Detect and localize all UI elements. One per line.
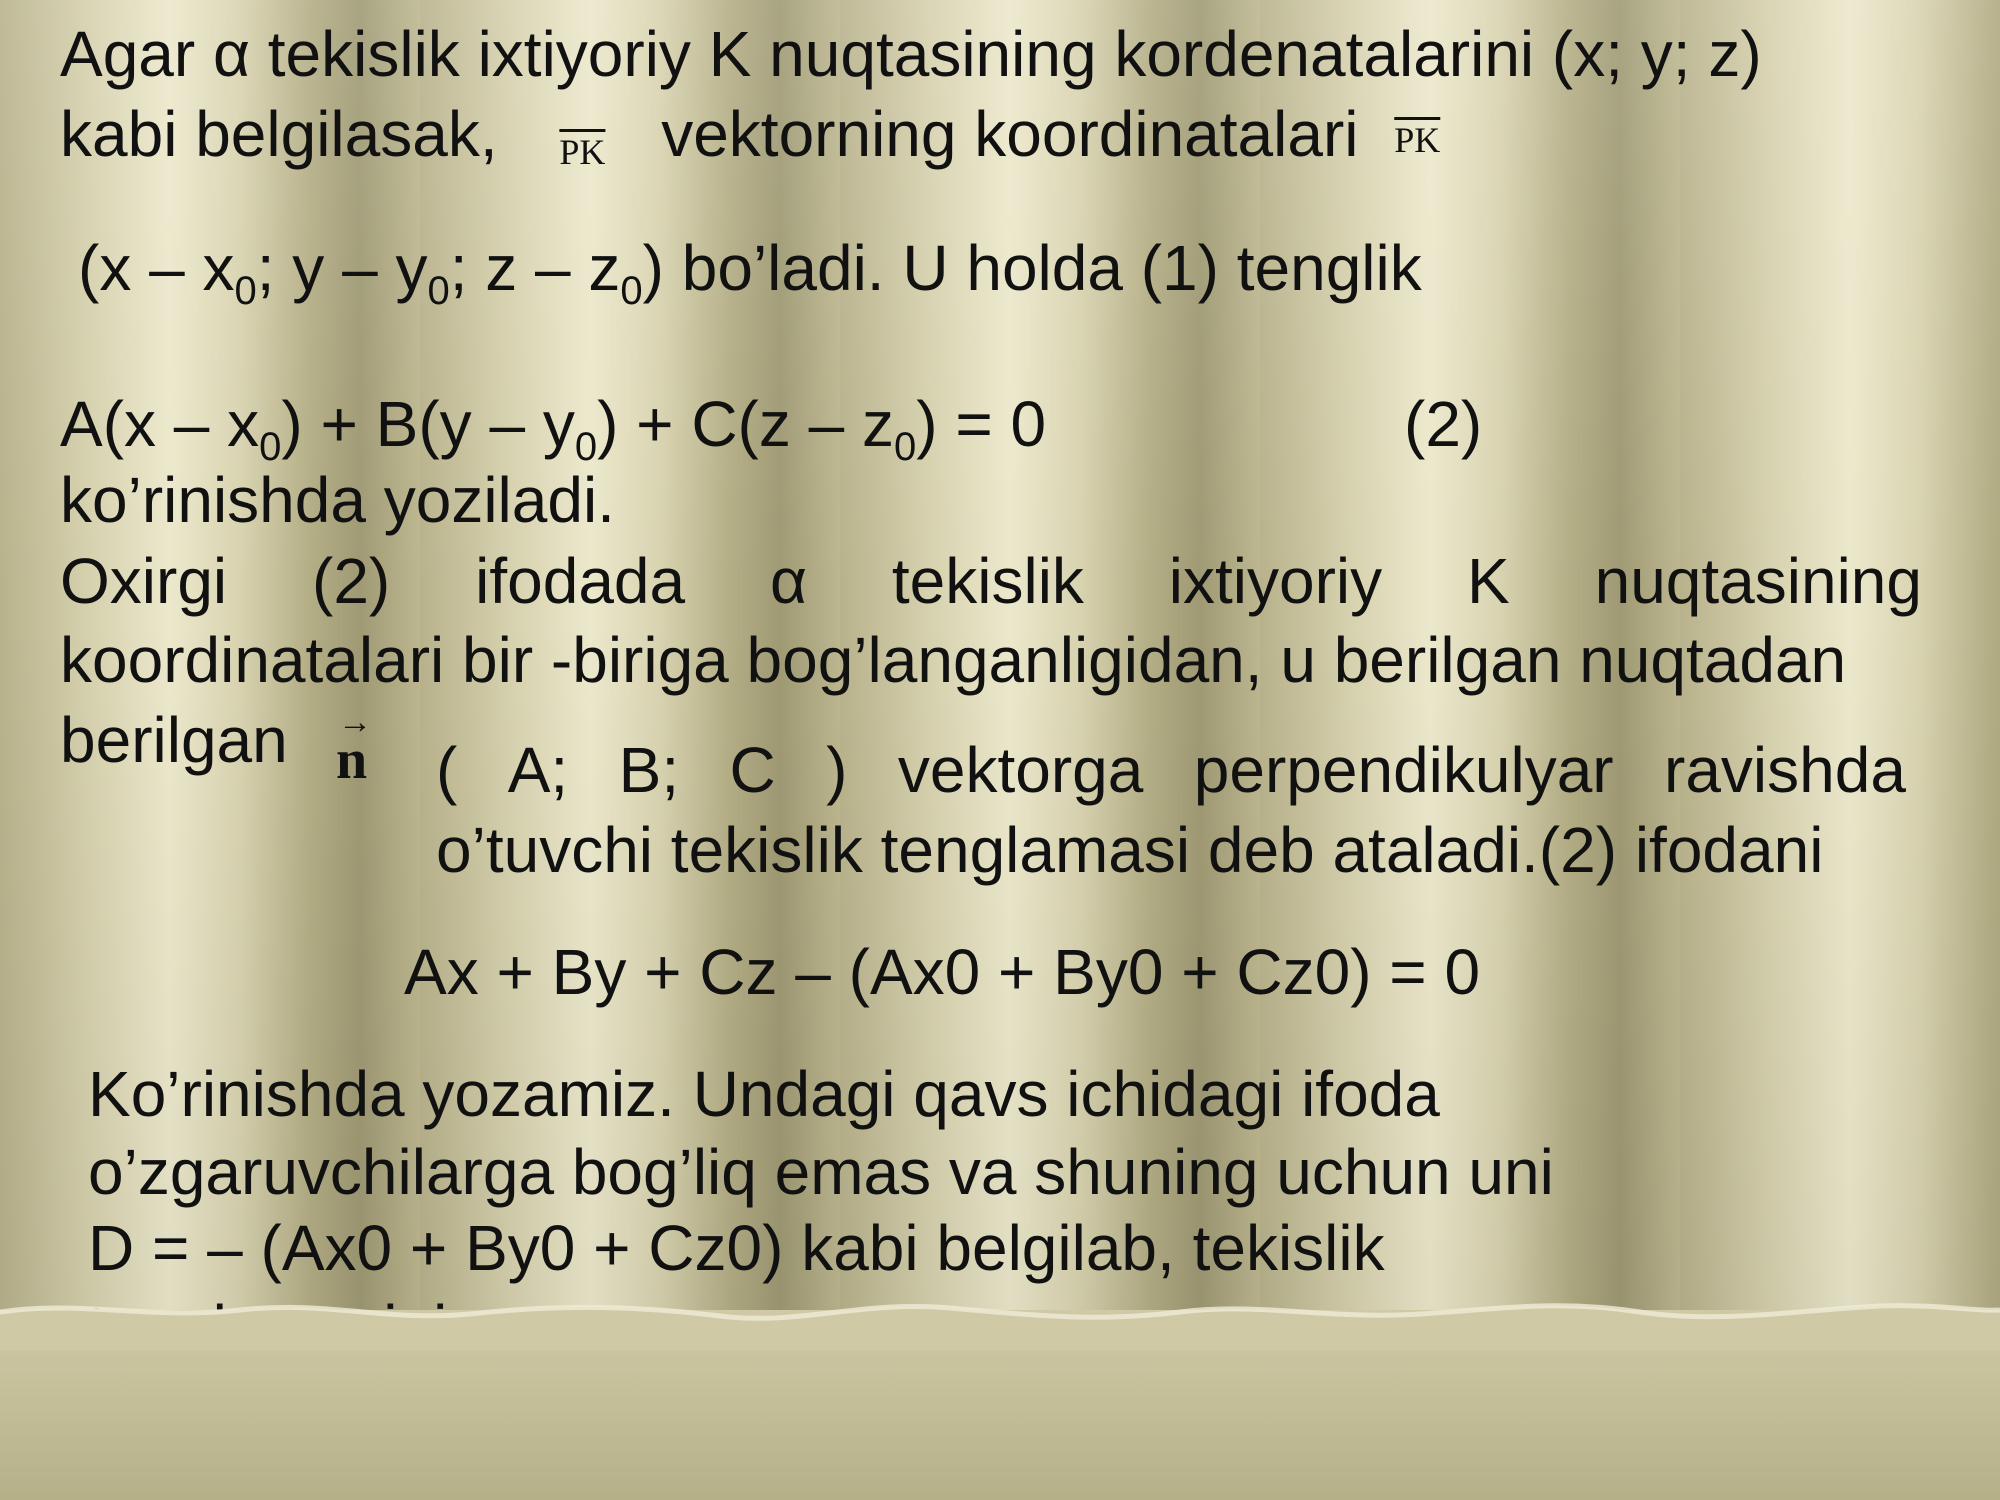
vector-n-letter: n (336, 729, 368, 791)
eq2-part-b: ) + B(y – y (281, 388, 575, 460)
curtain-floor (0, 1310, 2000, 1500)
eq2-part-c: ) + C(z – z (597, 388, 894, 460)
word: ( (436, 734, 458, 806)
text-line-8b (436, 734, 1906, 806)
text-line-7: koordinatalari bir -biriga bog’langanligidan, u berilgan nuqtadan (60, 624, 1847, 696)
vector-n (336, 704, 372, 791)
eq2-part-a: A(x – x (60, 388, 260, 460)
word: ) (826, 734, 848, 806)
word: ravishda (1664, 734, 1906, 806)
paragraph-line-1: Ko’rinishda yozamiz. Undagi qavs ichidagi ifoda (88, 1058, 1440, 1130)
vector-arrow-icon: → (338, 704, 372, 741)
text-line-2a: kabi belgilasak, (60, 98, 498, 170)
equation-3: Ax + By + Cz – (Ax0 + By0 + Cz0) = 0 (404, 936, 1481, 1008)
vector-pk-1: $\overline{PK}$ (559, 132, 606, 172)
word: ifodada (475, 545, 686, 617)
subscript-0: 0 (234, 269, 257, 313)
text-line-8: berilgan (60, 704, 288, 776)
word: perpendikulyar (1193, 734, 1614, 806)
word: ixtiyoriy (1168, 545, 1383, 617)
word: tekislik (891, 545, 1084, 617)
subscript-0: 0 (427, 269, 450, 313)
subscript-0: 0 (574, 425, 598, 469)
coord-z: ; z – z (449, 232, 621, 304)
text-line-2b: vektorning koordinatalari (661, 98, 1359, 170)
text-line-5: ko’rinishda yoziladi. (60, 464, 615, 536)
word: vektorga (897, 734, 1144, 806)
word: K (1467, 545, 1510, 617)
paragraph-line-2: o’zgaruvchilarga bog’liq emas va shuning uchun uni (88, 1136, 1554, 1208)
eq2-part-d: ) = 0 (916, 388, 1047, 460)
text-line-9: o’tuvchi tekislik tenglamasi deb ataladi.(2) ifodani (436, 814, 1824, 886)
equation-2-number: (2) (1404, 388, 1483, 460)
text-line-2 (60, 98, 1441, 172)
paragraph-line-3: D = – (Ax0 + By0 + Cz0) kabi belgilab, tekislik (88, 1212, 1385, 1284)
subscript-0: 0 (620, 269, 643, 313)
text-line-3-end: ) bo’ladi. U holda (1) tenglik (642, 232, 1422, 304)
subscript-0: 0 (259, 425, 282, 469)
text-line-3 (78, 232, 1422, 313)
vector-n-symbol (336, 704, 372, 791)
coord-x: (x – x (78, 232, 235, 304)
word: A; (507, 734, 569, 806)
coord-y: ; y – y (256, 232, 428, 304)
word: Oxirgi (60, 545, 228, 617)
word: C (729, 734, 776, 806)
word: B; (618, 734, 680, 806)
vector-pk-2: $\overline{PK}$ (1394, 120, 1441, 160)
text-line-1: Agar α tekislik ixtiyoriy K nuqtasining kordenatalarini (x; y; z) (60, 18, 1762, 90)
curtain-hem-icon (0, 1270, 2000, 1350)
word: (2) (312, 545, 391, 617)
word: α (769, 545, 807, 617)
word: nuqtasining (1594, 545, 1922, 617)
subscript-0: 0 (894, 425, 917, 469)
equation-2 (60, 388, 1047, 469)
text-line-6 (60, 545, 1922, 617)
